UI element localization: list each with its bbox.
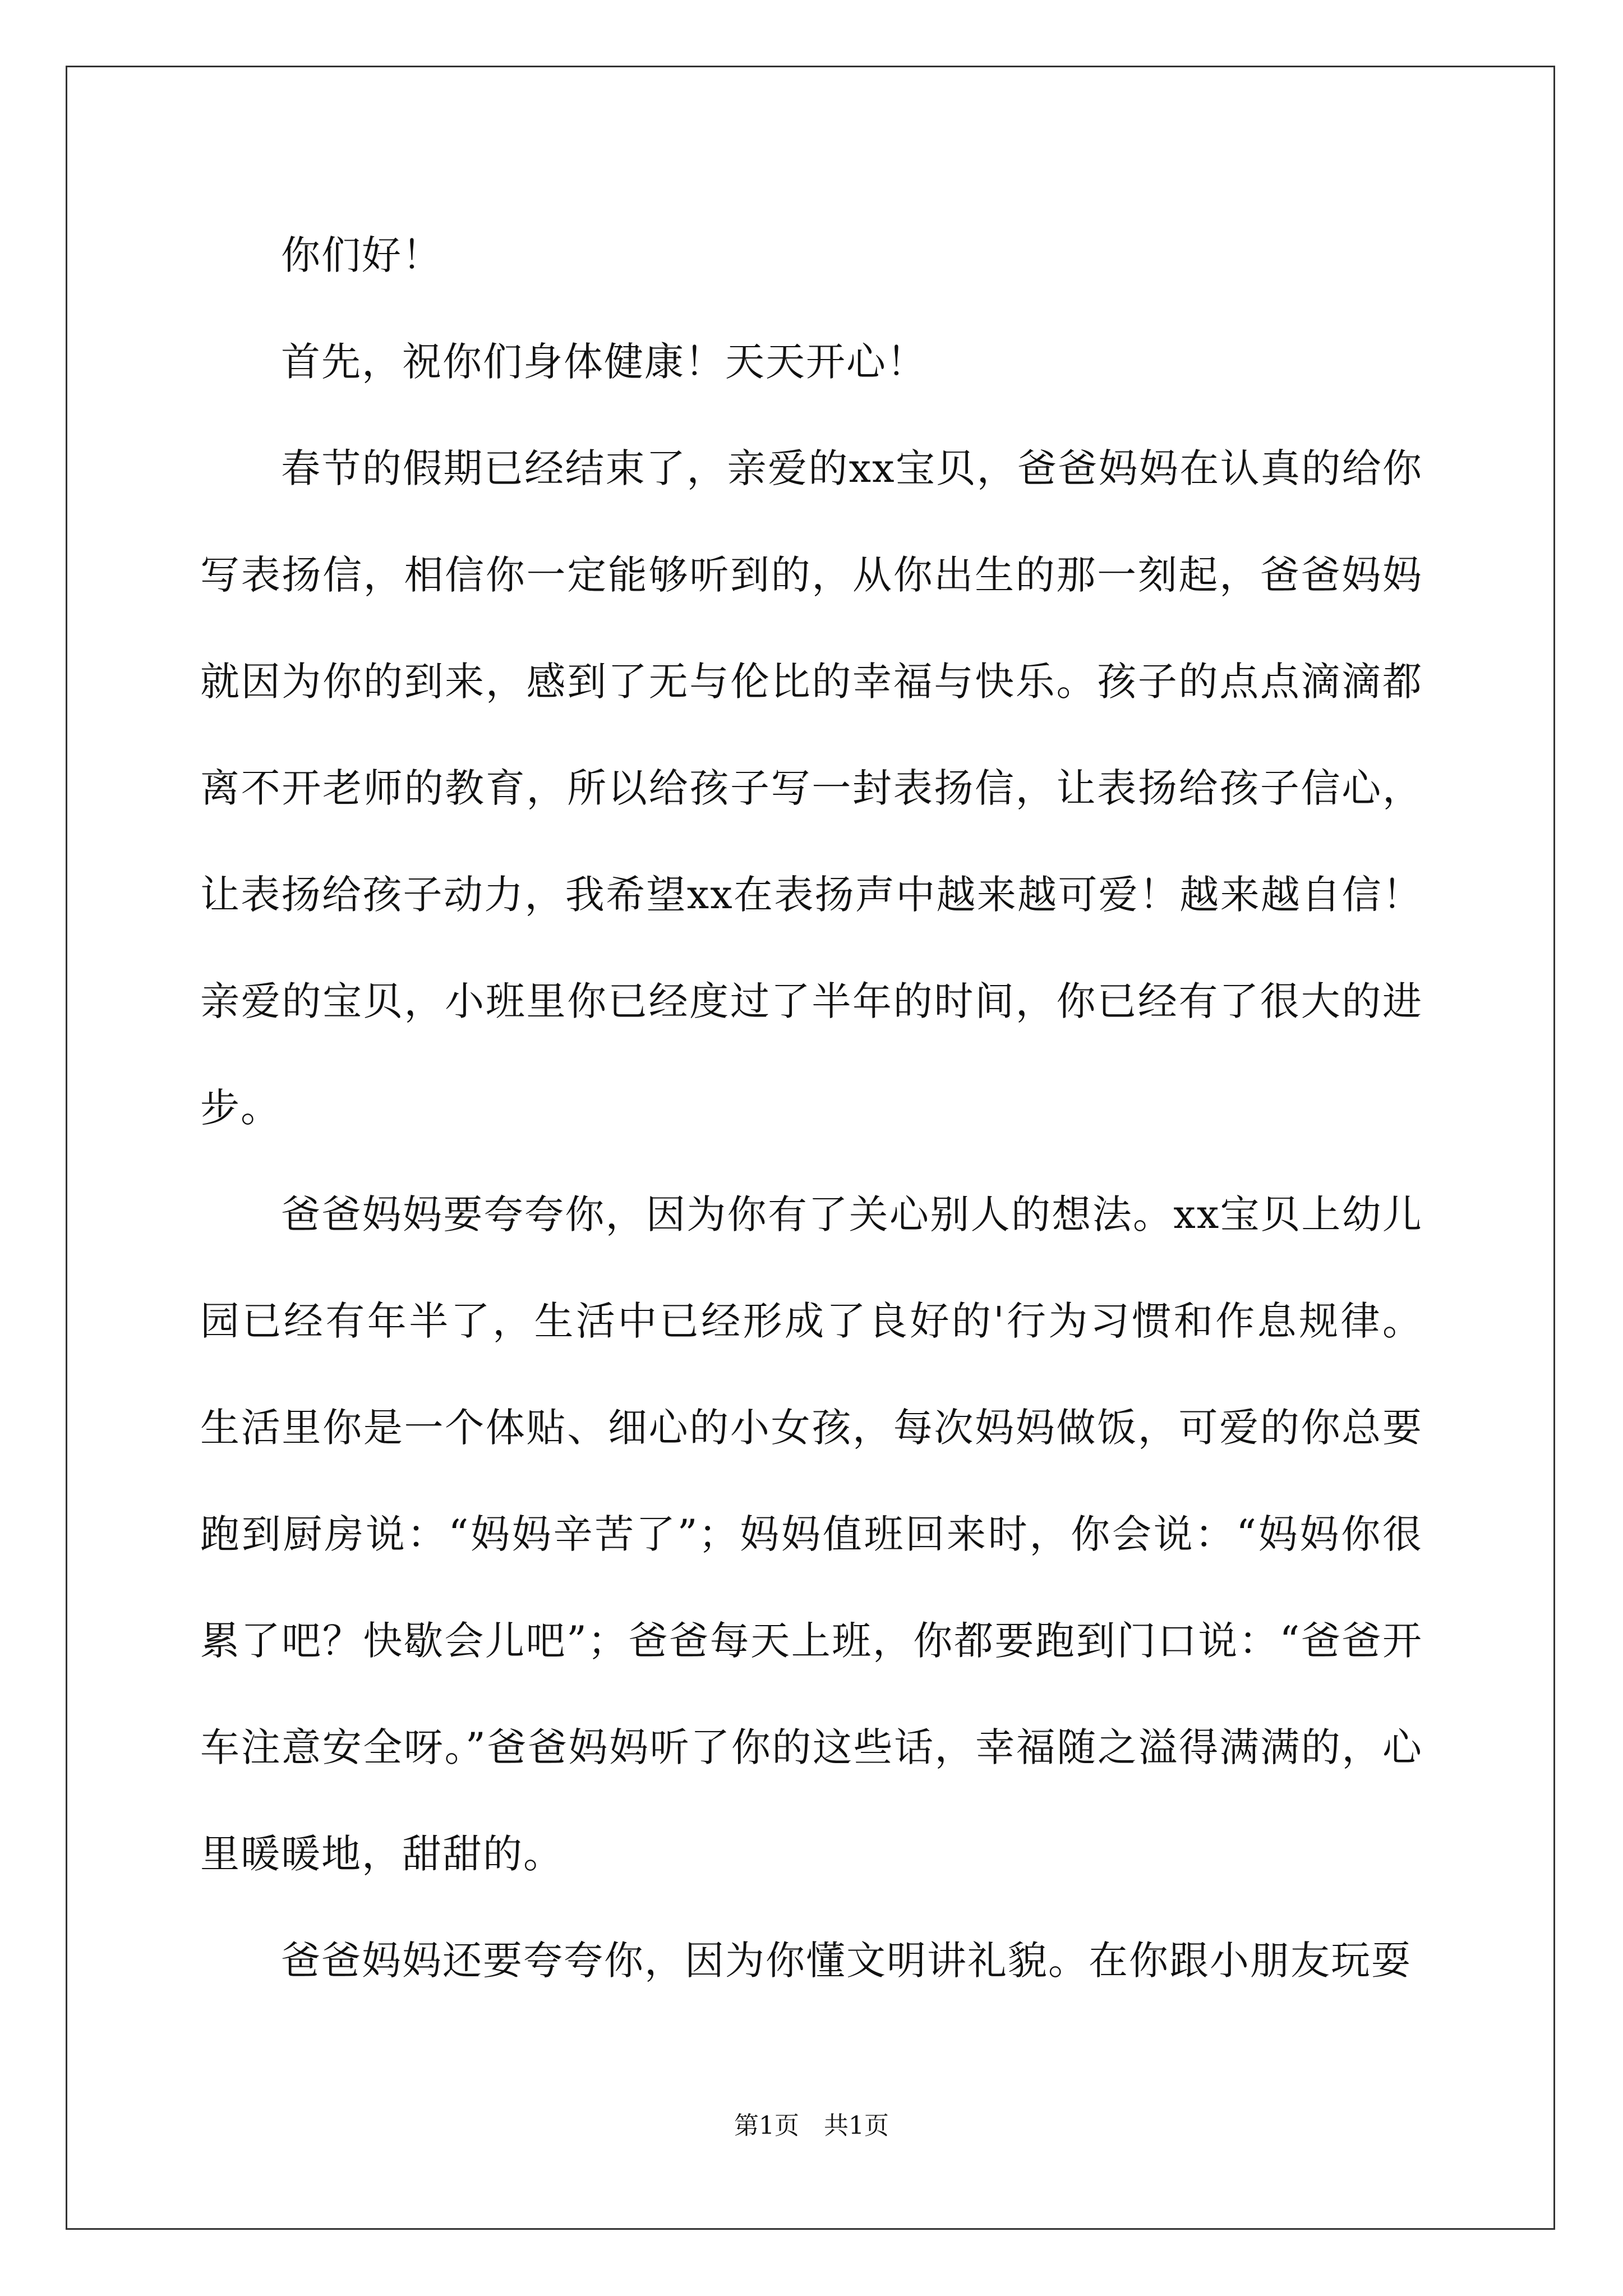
page-number-footer: 第1页 共1页 — [734, 2111, 889, 2140]
paragraph-wishes: 首先，祝你们身体健康！天天开心！ — [281, 339, 927, 385]
paragraph-caring: 爸爸妈妈要夸夸你，因为你有了关心别人的想法。xx宝贝上幼儿园已经有年半了，生活中已经形成了良好的'行为习惯和作息规律。生活里你是一个体贴、细心的小女孩，每次妈妈做饭，可爱的你总要跑到厨房说：“妈妈辛苦了”；妈妈值班回来时，你会说：“妈妈你很累了吧？快歇会儿吧”；爸爸每天上班，你都要跑到门口说：“爸爸开车注意安全呀。”爸爸妈妈听了你的这些话，幸福随之溢得满满的，心里暖暖地，甜甜的。 — [200, 1191, 1423, 1877]
document-body — [200, 202, 1423, 2014]
paragraph-manners: 爸爸妈妈还要夸夸你，因为你懂文明讲礼貌。在你跟小朋友玩耍 — [281, 1938, 1412, 1984]
paragraph-greeting: 你们好！ — [281, 232, 442, 278]
paragraph-intro: 春节的假期已经结束了，亲爱的xx宝贝，爸爸妈妈在认真的给你写表扬信，相信你一定能够听到的，从你出生的那一刻起，爸爸妈妈就因为你的到来，感到了无与伦比的幸福与快乐。孩子的点点滴滴都离不开老师的教育，所以给孩子写一封表扬信，让表扬给孩子信心，让表扬给孩子动力，我希望xx在表扬声中越来越可爱！越来越自信！亲爱的宝贝，小班里你已经度过了半年的时间，你已经有了很大的进步。 — [200, 445, 1423, 1131]
